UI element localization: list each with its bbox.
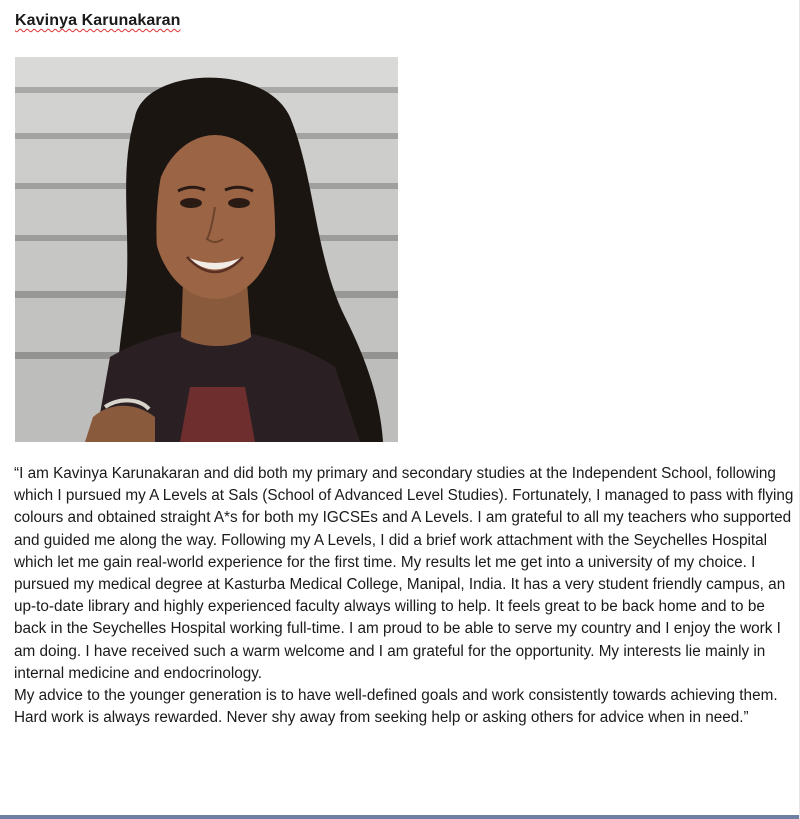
portrait-photo — [15, 57, 398, 442]
advice-paragraph: My advice to the younger generation is to have well-defined goals and work consistently towards achieving them. Hard work is always rewarded. Never shy away from seeking help or asking others for advice when in need.” — [14, 687, 778, 727]
bottom-border — [0, 815, 800, 819]
testimonial-paragraph: “I am Kavinya Karunakaran and did both my primary and secondary studies at the Independent School, following which I pursued my A Levels at Sals (School of Advanced Level Studies). Fortunately, I managed to pass with flying colours and obtained straight A*s for both my IGCSEs and A Levels. I am grateful to all my teachers who supported and guided me along the way. Following my A Levels, I did a brief work attachment with the Seychelles Hospital which let me gain real-world experience for the first time. My results let me get into a university of my choice. I pursued my medical degree at Kasturba Medical College, Manipal, India. It has a very student friendly campus, an up-to-date library and highly experienced faculty always willing to help. It feels great to be back home and to be back in the Seychelles Hospital working full-time. I am proud to be able to serve my country and I enjoy the work I am doing. I have received such a warm welcome and I am grateful for the opportunity. My interests lie mainly in internal medicine and endocrinology. — [14, 465, 794, 682]
testimonial-text — [14, 463, 794, 729]
person-name-heading: Kavinya Karunakaran — [15, 12, 181, 29]
